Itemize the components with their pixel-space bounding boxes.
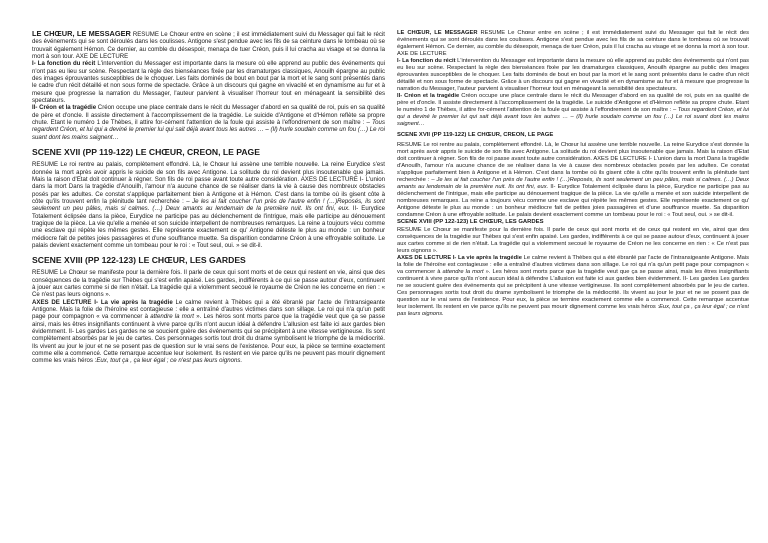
scene-17-text: RESUME Le roi rentre au palais, complètement effondré. Là, le Chœur lui assène une terrible nouvelle. La reine Eurydice s'est donnée la mort après avoir appris le suicide de son fils avec Antigone. La solitude du roi devient plus insoutenable que jamais. Mais la raison d'Etat doit continuer à régner. Son fils de roi passe avant toute autre considération. AXES DE LECTURE I- L'union dans la mort Dans la tragédie d'Anouilh, l'amour n'a aucune chance de se réaliser dans la vie à cause des nombreux obstacles posés par les adultes. Ce constat s'applique parfaitement bien à Antigone et à Hémon. C'est dans la tombe où ils gisent côte à côte qu'ils trouvent enfin la plénitude tant recherchée : – bbox=[32, 161, 385, 205]
left-column bbox=[32, 30, 385, 535]
axe2-text: Créon occupe une place centrale dans le récit du Messager d'abord en sa qualité de roi, puis en sa qualité de père et d'oncle. Il assiste directement à l'accomplissement de la tragédie. Le suicide d'Antigone et d'Hémon reflète sa propre chute. Etant le numéro 1 de Thèbes, il attire for-cément l'attention de la foule qui assiste à l'effondrement de son maître : – bbox=[32, 104, 385, 127]
intro-paragraph bbox=[397, 30, 749, 128]
scene-18-text-3: ». Les héros sont morts parce que la tragédie veut que ça se passe ainsi, mais les êtres insignifiants continuent à vivre parce qu'ils n'ont aucun idéal à défendre L'allusion est faite ici aux gardes bien évidemment. II- Les gardes Les gardes ne se soucient guère des événements qui se précipitent à une vitesse vertigineuse. Ils sont complètement absorbés par le jeu de cartes. Ces personnages sortis tout droit du drame symbolisent le triomphe de la médiocrité. Ils vivent au jour le jour et ne se posent pas de question sur le vrai sens de l'existence. Pour eux, la pièce se termine exactement comme elle a commencé. Cette remarque accentue leur isolement. Ils restent en vie parce qu'ils ne peuvent pas mourir dignement comme les vrais héros : bbox=[32, 313, 385, 365]
scene-17-heading: SCENE XVII (PP 119-122) LE CHŒUR, CREON, LE PAGE bbox=[397, 132, 554, 138]
axe1-text: L'intervention du Messager est importante dans la mesure où elle apprend au public des événements qui n'ont pas eu lieu sur scène. Respectant la règle des bienséances fixée par les dramaturges classiques, Anouilh épargne au public des images éprouvantes susceptibles de le choquer. Les faits dominés de bout en bout par la mort et le sang sont présentés dans le cadre d'un récit détaillé et non sous forme de spectacle. Grâce à un discours qui gagne en vivacité et en dynamisme au fur et à mesure que progresse la narration du Messager, l'auteur parvient à visualiser l'horreur tout en ménageant la sensibilité des spectateurs. bbox=[397, 58, 749, 92]
scene-18-quote-a: attendre la mort bbox=[150, 313, 194, 321]
scene-18-heading: SCENE XVIII (PP 122-123) LE CHŒUR, LES GARDES bbox=[32, 255, 246, 266]
scene-17-quote: Je les ai fait coucher l'un près de l'autre enfin ! (…)Reposés, ils sont seulement un peu pâles, mais si calmes. (…) Deux amants au lendemain de la première nuit. Ils ont fini, eux. bbox=[32, 197, 385, 213]
axe2-label: II- Créon et la tragédie bbox=[397, 93, 460, 99]
axe1-label: I- La fonction du récit bbox=[32, 60, 96, 68]
scene-18-text: Le calme revient à Thèbes qui a été ébranlé par l'acte de l'intransigeante Antigone. Mais la folie de l'héroïne est contagieuse : elle a entraîné d'autres victimes dans son sillage. Le roi qui n'a qu'un petit page pour compagnon « va commencer à bbox=[397, 255, 749, 275]
scene-18-axes-label: AXES DE LECTURE I- La vie après la tragédie bbox=[397, 255, 522, 261]
intro-title: LE CHŒUR, LE MESSAGER bbox=[397, 30, 478, 36]
intro-title: LE CHŒUR, LE MESSAGER bbox=[32, 30, 131, 38]
scene-18-axes-label: AXES DE LECTURE I- La vie après la tragédie bbox=[32, 298, 173, 306]
axe2-label: II- Créon et la tragédie bbox=[32, 104, 97, 112]
scene-17-text-2: II- Eurydice Totalement éclipsée dans la pièce, Eurydice ne participe pas au déclenchement de l'intrigue, mais elle participe au dénouement tragique de la pièce. La vie qu'elle a menée et son suicide interpellent de nombreuses remarques. La reine a toujours vécu comme une esclave qui répète les mêmes gestes. Elle représente exactement ce qu' Antigone déteste le plus au monde : un bonheur médiocre fait de petites joies passagères et d'une souffrance muette. Sa disparition condamne Créon à une effroyable solitude. Le palais devient exactement comme un tombeau pour le roi : « Tout seul, oui. » se dit-il. bbox=[397, 184, 749, 218]
scene-18-quote-b: Eux, tout ça , ça leur égal ; ce n'est pas leurs oignons. bbox=[96, 357, 243, 365]
scene-18-text: Le calme revient à Thèbes qui a été ébranlé par l'acte de l'intransigeante Antigone. Mais la folie de l'héroïne est contagieuse : elle a entraîné d'autres victimes dans son sillage. Le roi qui n'a qu'un petit page pour compagnon « va commencer à bbox=[32, 298, 385, 321]
right-column bbox=[397, 30, 749, 535]
scene-18-quote-a: attendre la mort bbox=[442, 269, 484, 275]
scene-18-text-3: ». Les héros sont morts parce que la tragédie veut que ça se passe ainsi, mais les êtres insignifiants continuent à vivre parce qu'ils n'ont aucun idéal à défendre L'allusion est faite ici aux gardes bien évidemment. II- Les gardes Les gardes ne se soucient guère des événements qui se précipitent à une vitesse vertigineuse. Ils sont complètement absorbés par le jeu de cartes. Ces personnages sortis tout droit du drame symbolisent le triomphe de la médiocrité. Ils vivent au jour le jour et ne se posent pas de question sur le vrai sens de l'existence. Pour eux, la pièce se termine exactement comme elle a commencé. Cette remarque accentue leur isolement. Ils restent en vie parce qu'ils ne peuvent pas mourir dignement comme les vrais héros : bbox=[397, 269, 749, 310]
scene-18-summary: RESUME Le Chœur se manifeste pour la dernière fois. Il parle de ceux qui sont morts et de ceux qui restent en vie, ainsi que des conséquences de la tragédie sur Thèbes qui s'est enfin apaisé. Les gardes, indifférents à ce qui se passe autour d'eux, continuent à jouer aux cartes comme si de rien n'était. La tragédie qui a violemment secoué le royaume de Créon ne les concerne en rien : « Ce n'est pas leurs oignons ». bbox=[397, 227, 749, 254]
axe2-quote: Tous regardent Créon, et lui qui a deviné le premier lui qui sait déjà avant tous les autres … – (Il) hurle soudain comme un fou (…) Le roi suant dont les mains saignent… bbox=[32, 119, 385, 141]
scene-18-quote-b: Eux, tout ça , ça leur égal ; ce n'est pas leurs oignons. bbox=[397, 304, 749, 317]
axe1-text: L'intervention du Messager est importante dans la mesure où elle apprend au public des événements qui n'ont pas eu lieu sur scène. Respectant la règle des bienséances fixée par les dramaturges classiques, Anouilh épargne au public des images éprouvantes susceptibles de le choquer. Les faits dominés de bout en bout par la mort et le sang sont présentés dans le cadre d'un récit détaillé et non sous forme de spectacle. Grâce à un discours qui gagne en vivacité et en dynamisme au fur et à mesure que progresse la narration du Messager, l'auteur parvient à visualiser l'horreur tout en ménageant la sensibilité des spectateurs. bbox=[32, 60, 385, 105]
axe2-quote: Tous regardent Créon, et lui qui a deviné le premier lui qui sait déjà avant tous les autres … – (Il) hurle soudain comme un fou (…) Le roi suant dont les mains saignent… bbox=[397, 107, 749, 127]
scene-17-text: RESUME Le roi rentre au palais, complètement effondré. Là, le Chœur lui assène une terrible nouvelle. La reine Eurydice s'est donnée la mort après avoir appris le suicide de son fils avec Antigone. La solitude du roi devient plus insoutenable que jamais. Mais la raison d'Etat doit continuer à régner. Son fils de roi passe avant toute autre considération. AXES DE LECTURE I- L'union dans la mort Dans la tragédie d'Anouilh, l'amour n'a aucune chance de se réaliser dans la vie à cause des nombreux obstacles posés par les adultes. Ce constat s'applique parfaitement bien à Antigone et à Hémon. C'est dans la tombe où ils gisent côte à côte qu'ils trouvent enfin la plénitude tant recherchée : – bbox=[397, 142, 749, 183]
scene-17-quote: Je les ai fait coucher l'un près de l'autre enfin ! (…)Reposés, ils sont seulement un peu pâles, mais si calmes. (…) Deux amants au lendemain de la première nuit. Ils ont fini, eux. bbox=[397, 177, 749, 190]
scene-17-paragraph bbox=[32, 161, 385, 249]
scene-18-heading: SCENE XVIII (PP 122-123) LE CHŒUR, LES GARDES bbox=[397, 219, 544, 225]
intro-paragraph bbox=[32, 30, 385, 141]
scene-18-paragraph bbox=[397, 227, 749, 318]
scene-17-heading: SCENE XVII (PP 119-122) LE CHŒUR, CREON, LE PAGE bbox=[32, 147, 260, 158]
scene-17-text-2: II- Eurydice Totalement éclipsée dans la pièce, Eurydice ne participe pas au déclenchement de l'intrigue, mais elle participe au dénouement tragique de la pièce. La vie qu'elle a menée et son suicide interpellent de nombreuses remarques. La reine a toujours vécu comme une esclave qui répète les mêmes gestes. Elle représente exactement ce qu' Antigone déteste le plus au monde : un bonheur médiocre fait de petites joies passagères et d'une souffrance muette. Sa disparition condamne Créon à une effroyable solitude. Le palais devient exactement comme un tombeau pour le roi : « Tout seul, oui. » se dit-il. bbox=[32, 205, 385, 249]
axe2-text: Créon occupe une place centrale dans le récit du Messager d'abord en sa qualité de roi, puis en sa qualité de père et d'oncle. Il assiste directement à l'accomplissement de la tragédie. Le suicide d'Antigone et d'Hémon reflète sa propre chute. Etant le numéro 1 de Thèbes, il attire for-cément l'attention de la foule qui assiste à l'effondrement de son maître : – bbox=[397, 93, 749, 113]
intro-summary: RESUME Le Chœur entre en scène ; il est immédiatement suivi du Messager qui fait le récit des événements qui se sont déroulés dans les coulisses. Antigone s'est pendue avec les fils de sa ceinture dans le tombeau où se trouvait également Hémon. Ce dernier, au comble du désespoir, menaça de tuer Créon, puis il lui cracha au visage et se donna la mort à son tour. AXE DE LECTURE bbox=[397, 30, 749, 57]
scene-18-paragraph bbox=[32, 269, 385, 364]
scene-17-paragraph bbox=[397, 142, 749, 219]
axe1-label: I- La fonction du récit bbox=[397, 58, 456, 64]
intro-summary: RESUME Le Chœur entre en scène ; il est immédiatement suivi du Messager qui fait le récit des événements qui se sont déroulés dans les coulisses. Antigone s'est pendue avec les fils de sa ceinture dans le tombeau où se trouvait également Hémon. Ce dernier, au comble du désespoir, menaça de tuer Créon, puis il lui cracha au visage et se donna la mort à son tour. AXE DE LECTURE bbox=[32, 31, 385, 61]
scene-18-summary: RESUME Le Chœur se manifeste pour la dernière fois. Il parle de ceux qui sont morts et de ceux qui restent en vie, ainsi que des conséquences de la tragédie sur Thèbes qui s'est enfin apaisé. Les gardes, indifférents à ce qui se passe autour d'eux, continuent à jouer aux cartes comme si de rien n'était. La tragédie qui a violemment secoué le royaume de Créon ne les concerne en rien : « Ce n'est pas leurs oignons ». bbox=[32, 269, 385, 299]
